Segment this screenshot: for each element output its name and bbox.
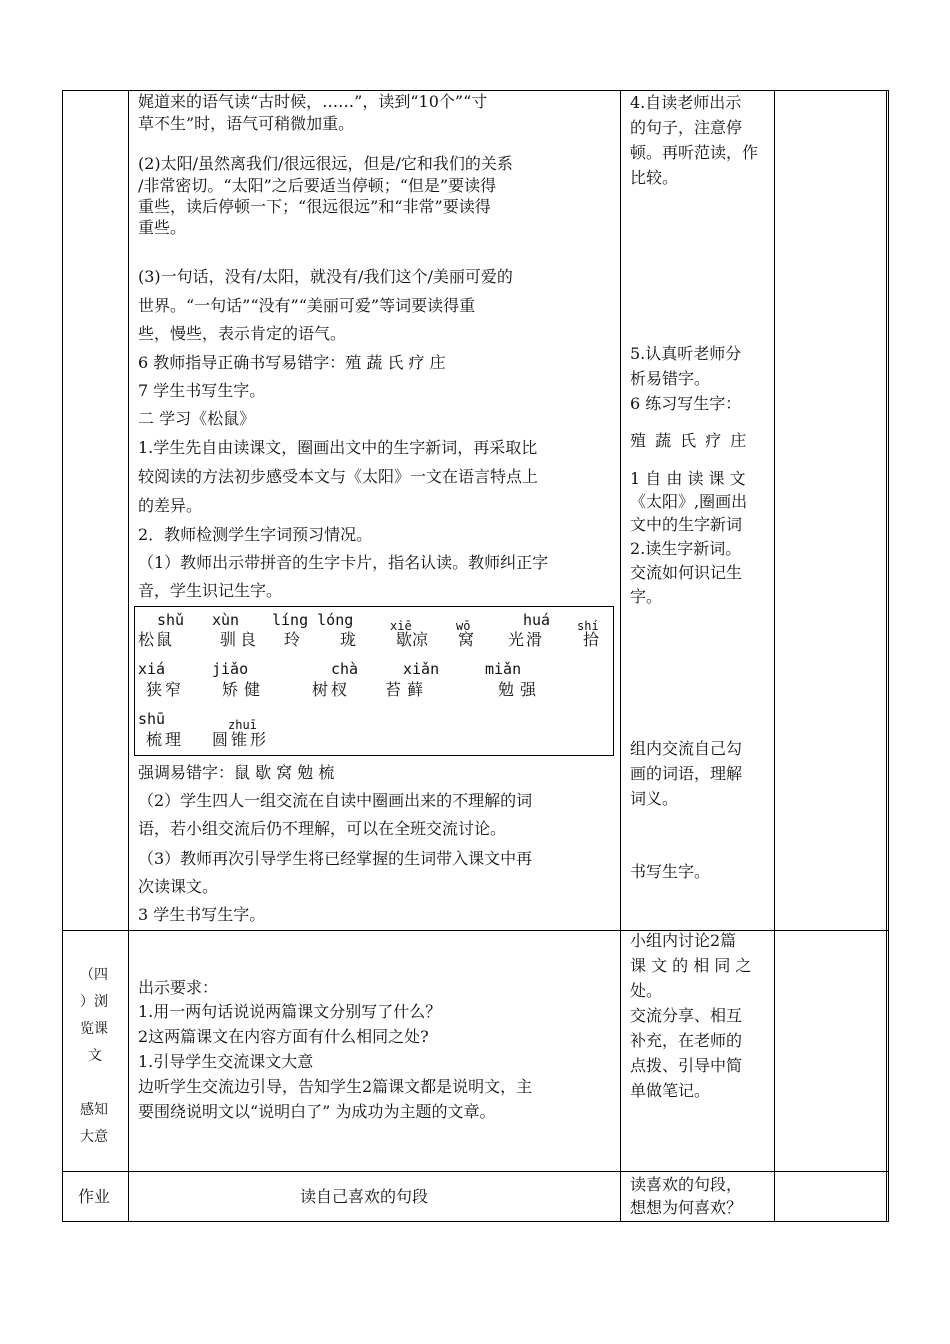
main-line: 强调易错字：鼠 歇 窝 勉 梳 [138, 763, 335, 782]
hanzi: 驯良 [220, 630, 261, 649]
section-label: 览课 [80, 1021, 108, 1037]
student-line: 析易错字。 [630, 369, 711, 388]
student-line: 点拨、引导中简 [630, 1056, 743, 1075]
student-line: 书写生字。 [630, 862, 711, 881]
student-line: 画的词语，理解 [630, 764, 743, 783]
pinyin: jiǎo [212, 660, 249, 678]
pinyin: zhuī [228, 718, 257, 732]
student-line: 词义。 [630, 789, 679, 808]
hanzi: 松鼠 [138, 630, 175, 649]
section4-line: 1.引导学生交流课文大意 [138, 1052, 314, 1071]
student-line: 单做笔记。 [630, 1081, 711, 1100]
main-line: 6 教师指导正确书写易错字：殖 蔬 氏 疗 庄 [138, 353, 446, 372]
student-line: 4.自读老师出示 [630, 93, 742, 112]
pinyin: huá [523, 611, 551, 629]
main-line: 重些，读后停顿一下；“很远很远”和“非常”要读得 [138, 197, 491, 216]
table-border-right-double [888, 90, 889, 1222]
main-line: 较阅读的方法初步感受本文与《太阳》一文在语言特点上 [138, 467, 539, 486]
student-line: 殖 蔬 氏 疗 庄 [630, 431, 749, 450]
pinyin: xiǎn [403, 660, 440, 678]
homework-label: 作业 [78, 1187, 111, 1206]
hanzi: 珑 [340, 630, 357, 649]
section-label: 感知 [80, 1102, 108, 1118]
hanzi: 梳理 [146, 730, 185, 749]
student-line: 交流分享、相互 [630, 1006, 743, 1025]
hanzi: 树杈 [312, 680, 351, 699]
main-line: 的差异。 [138, 496, 203, 515]
hanzi: 光滑 [508, 630, 545, 649]
hanzi: 玲 [284, 630, 301, 649]
homework-content: 读自己喜欢的句段 [300, 1187, 429, 1206]
pinyin: xiá [138, 660, 166, 678]
section4-line: 要围绕说明文以“说明白了” 为成功为主题的文章。 [138, 1102, 496, 1121]
main-line: 2．教师检测学生字词预习情况。 [138, 525, 373, 544]
main-line: （2）学生四人一组交流在自读中圈画出来的不理解的词 [138, 791, 533, 810]
student-line: 组内交流自己勾 [630, 739, 743, 758]
main-line: （1）教师出示带拼音的生字卡片，指名认读。教师纠正字 [138, 553, 549, 572]
col-divider-2 [620, 90, 621, 1222]
main-line: (2)太阳/虽然离我们/很远很远，但是/它和我们的关系 [138, 154, 513, 173]
student-line: 想想为何喜欢？ [630, 1198, 743, 1217]
main-line: 次读课文。 [138, 877, 219, 896]
pinyin: miǎn [485, 660, 522, 678]
col-divider-3 [774, 90, 775, 1222]
hanzi: 窝 [458, 630, 475, 649]
section4-line: 出示要求： [138, 978, 219, 997]
student-line: 顿。再听范读，作 [630, 143, 759, 162]
pinyin: shū [138, 710, 166, 728]
pinyin: xùn [212, 611, 240, 629]
pinyin: chà [331, 660, 359, 678]
student-line: 比较。 [630, 168, 679, 187]
main-line: （3）教师再次引导学生将已经掌握的生词带入课文中再 [138, 849, 533, 868]
main-line: 7 学生书写生字。 [138, 381, 266, 400]
student-line: 课 文 的 相 同 之 [630, 956, 752, 975]
row-divider-1 [62, 930, 889, 931]
hanzi: 狭窄 [146, 680, 185, 699]
main-line: 娓道来的语气读“古时候，……”，读到“10个”“寸 [138, 92, 488, 111]
main-line: 重些。 [138, 218, 187, 237]
student-line: 5.认真听老师分 [630, 344, 742, 363]
main-line: 语，若小组交流后仍不理解，可以在全班交流讨论。 [138, 819, 507, 838]
hanzi: 矫健 [222, 680, 267, 699]
hanzi: 苔藓 [385, 680, 430, 699]
col-divider-1 [128, 90, 129, 1222]
pinyin: xiē [390, 619, 412, 633]
section-label: 文 [88, 1048, 102, 1064]
pinyin: shí [577, 619, 599, 633]
pinyin: wō [456, 619, 471, 633]
section4-line: 边听学生交流边引导，告知学生2篇课文都是说明文，主 [138, 1077, 533, 1096]
table-border-left [62, 90, 63, 1222]
row-divider-2 [62, 1171, 889, 1172]
student-line: 读喜欢的句段， [630, 1175, 743, 1194]
hanzi: 拾 [583, 630, 600, 649]
main-line: 世界。“一句话”“没有”“美丽可爱”等词要读得重 [138, 296, 476, 315]
hanzi: 勉强 [498, 680, 543, 699]
section-label: 大意 [80, 1129, 108, 1145]
student-line: 文中的生字新词 [630, 515, 743, 534]
main-line: 些，慢些，表示肯定的语气。 [138, 324, 347, 343]
hanzi: 圆锥形 [212, 730, 270, 749]
student-line: 处。 [630, 981, 663, 1000]
student-line: 交流如何识记生 [630, 563, 743, 582]
hanzi: 歇凉 [396, 630, 429, 649]
pinyin: shǔ [157, 611, 185, 629]
main-line: 草不生”时，语气可稍微加重。 [138, 114, 355, 133]
section4-line: 1.用一两句话说说两篇课文分别写了什么？ [138, 1002, 442, 1021]
table-border-bottom [62, 1221, 889, 1222]
student-line: 字。 [630, 587, 663, 606]
student-line: 6 练习写生字： [630, 394, 742, 413]
student-line: 补充，在老师的 [630, 1031, 743, 1050]
section4-line: 2这两篇课文在内容方面有什么相同之处? [138, 1027, 429, 1046]
main-line: /非常密切。“太阳”之后要适当停顿；“但是”要读得 [138, 176, 497, 195]
section-label: ）浏 [80, 994, 108, 1010]
section-heading: 二 学习《松鼠》 [138, 409, 256, 428]
student-line: 2.读生字新词。 [630, 539, 742, 558]
main-line: 音，学生识记生字。 [138, 581, 283, 600]
student-line: 《太阳》,圈画出 [630, 492, 748, 511]
section-label: （四 [80, 967, 108, 983]
student-line: 1 自 由 读 课 文 [630, 469, 746, 488]
main-line: 3 学生书写生字。 [138, 905, 266, 924]
student-line: 小组内讨论2篇 [630, 931, 737, 950]
main-line: 1.学生先自由读课文，圈画出文中的生字新词，再采取比 [138, 438, 538, 457]
main-line: (3)一句话，没有/太阳，就没有/我们这个/美丽可爱的 [138, 267, 513, 286]
table-border-right [886, 90, 887, 1222]
pinyin: líng lóng [272, 611, 354, 629]
student-line: 的句子，注意停 [630, 118, 743, 137]
